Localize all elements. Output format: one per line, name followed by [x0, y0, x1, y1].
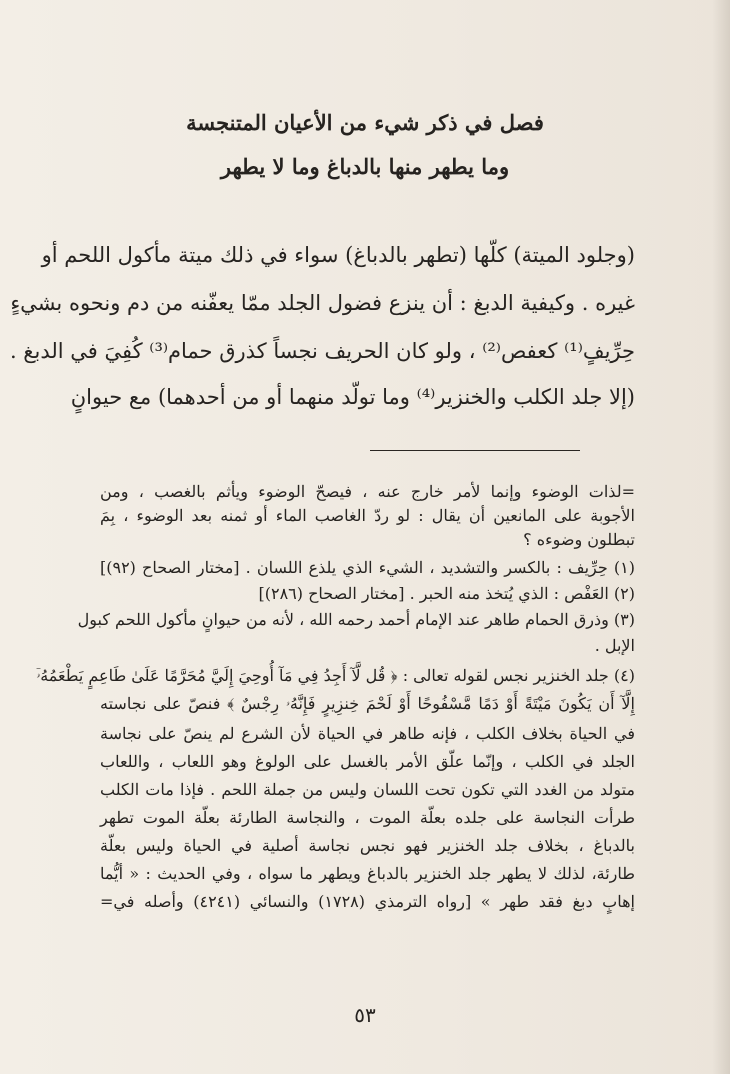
chapter-heading-line-2: وما يطهر منها بالدباغ وما لا يطهر: [220, 154, 510, 179]
footnote-4-line-6: طرأت النجاسة على جلده بعلّة الموت ، والنجاسة الطارئة بعلّة الموت تطهر: [100, 808, 635, 827]
body-line-2: غيره . وكيفية الدبغ : أن ينزع فضول الجلد ممّا يعفّنه من دم ونحوه بشيءٍ: [10, 291, 635, 315]
body-line-3: حِرِّيفٍ⁽¹⁾ كعفص⁽²⁾ ، ولو كان الحريف نجساً كذرق حمام⁽³⁾ كُفِيَ في الدبغ .: [9, 339, 635, 363]
chapter-heading-line-1: فصل في ذكر شيء من الأعيان المتنجسة: [186, 110, 544, 135]
footnote-line-1: =لذات الوضوء وإنما لأمر خارج عنه ، فيصحّ الوضوء ويأثم بالغصب ، ومن: [100, 482, 635, 501]
footnote-3: (٣) وذرق الحمام طاهر عند الإمام أحمد رحمه الله ، لأنه من حيوانٍ مأكول اللحم كبول: [77, 610, 635, 629]
footnote-1: (١) حِرِّيف : بالكسر والتشديد ، الشيء الذي يلذع اللسان . [مختار الصحاح (٩٢)]: [100, 558, 636, 577]
footnote-line-2: الأجوبة على المانعين أن يقال : لو ردّ الغاصب الماء أو ثمنه بعد الوضوء ، بِمَ: [100, 506, 635, 525]
footnote-4-line-8: طارئة، لذلك لا يطهر جلد الخنزير بالدباغ ويطهر ما سواه ، وفي الحديث : « أيُّما: [100, 864, 635, 883]
footnote-4-line-3: في الحياة بخلاف الكلب ، فإنه طاهر في الحياة لأن الشرع لم ينصّ على نجاسة: [100, 724, 635, 743]
footnote-separator: [370, 450, 580, 451]
footnote-4-line-2: إِلَّآ أَن يَكُونَ مَيْتَةً أَوْ دَمًا مَّسْفُوحًا أَوْ لَحْمَ خِنزِيرٍ فَإِنَّهُۥ رِجْسٌ ﴾ فنصّ على نجاسته: [100, 694, 635, 713]
footnote-4: (٤) جلد الخنزير نجس لقوله تعالى : ﴿ قُل لَّآ أَجِدُ فِي مَآ أُوحِيَ إِلَيَّ مُحَرَّمًا عَلَىٰ طَاعِمٍ يَطْعَمُهُۥٓ: [36, 666, 635, 685]
footnote-4-line-7: بالدباغ ، بخلاف جلد الخنزير فهو نجس نجاسة أصلية في الحياة وليس بعلّة: [100, 836, 635, 855]
footnote-3-cont: الإبل .: [594, 636, 635, 655]
footnote-2: (٢) العَفْص : الذي يُتخذ منه الحبر . [مختار الصحاح (٢٨٦)]: [258, 584, 635, 603]
body-line-1: (وجلود الميتة) كلّها (تطهر بالدباغ) سواء في ذلك ميتة مأكول اللحم أو: [41, 243, 635, 267]
footnote-line-3: تبطلون وضوءه ؟: [523, 530, 635, 549]
footnote-4-line-4: الجلد في الكلب ، وإنّما علّق الأمر بالغسل على الولوغ وهو اللعاب ، واللعاب: [100, 752, 635, 771]
page-number: ٥٣: [354, 1003, 376, 1027]
footnote-4-line-9: إهابٍ دبغ فقد طهر » [رواه الترمذي (١٧٢٨) والنسائي (٤٢٤١) وأصله في=: [100, 892, 636, 911]
body-line-4: (إلا جلد الكلب والخنزير⁽⁴⁾ وما تولّد منهما أو من أحدهما) مع حيوانٍ: [70, 385, 635, 409]
footnote-4-line-5: متولد من الغدد التي تكون تحت اللسان وليس من جملة اللحم . فإذا مات الكلب: [100, 780, 635, 799]
